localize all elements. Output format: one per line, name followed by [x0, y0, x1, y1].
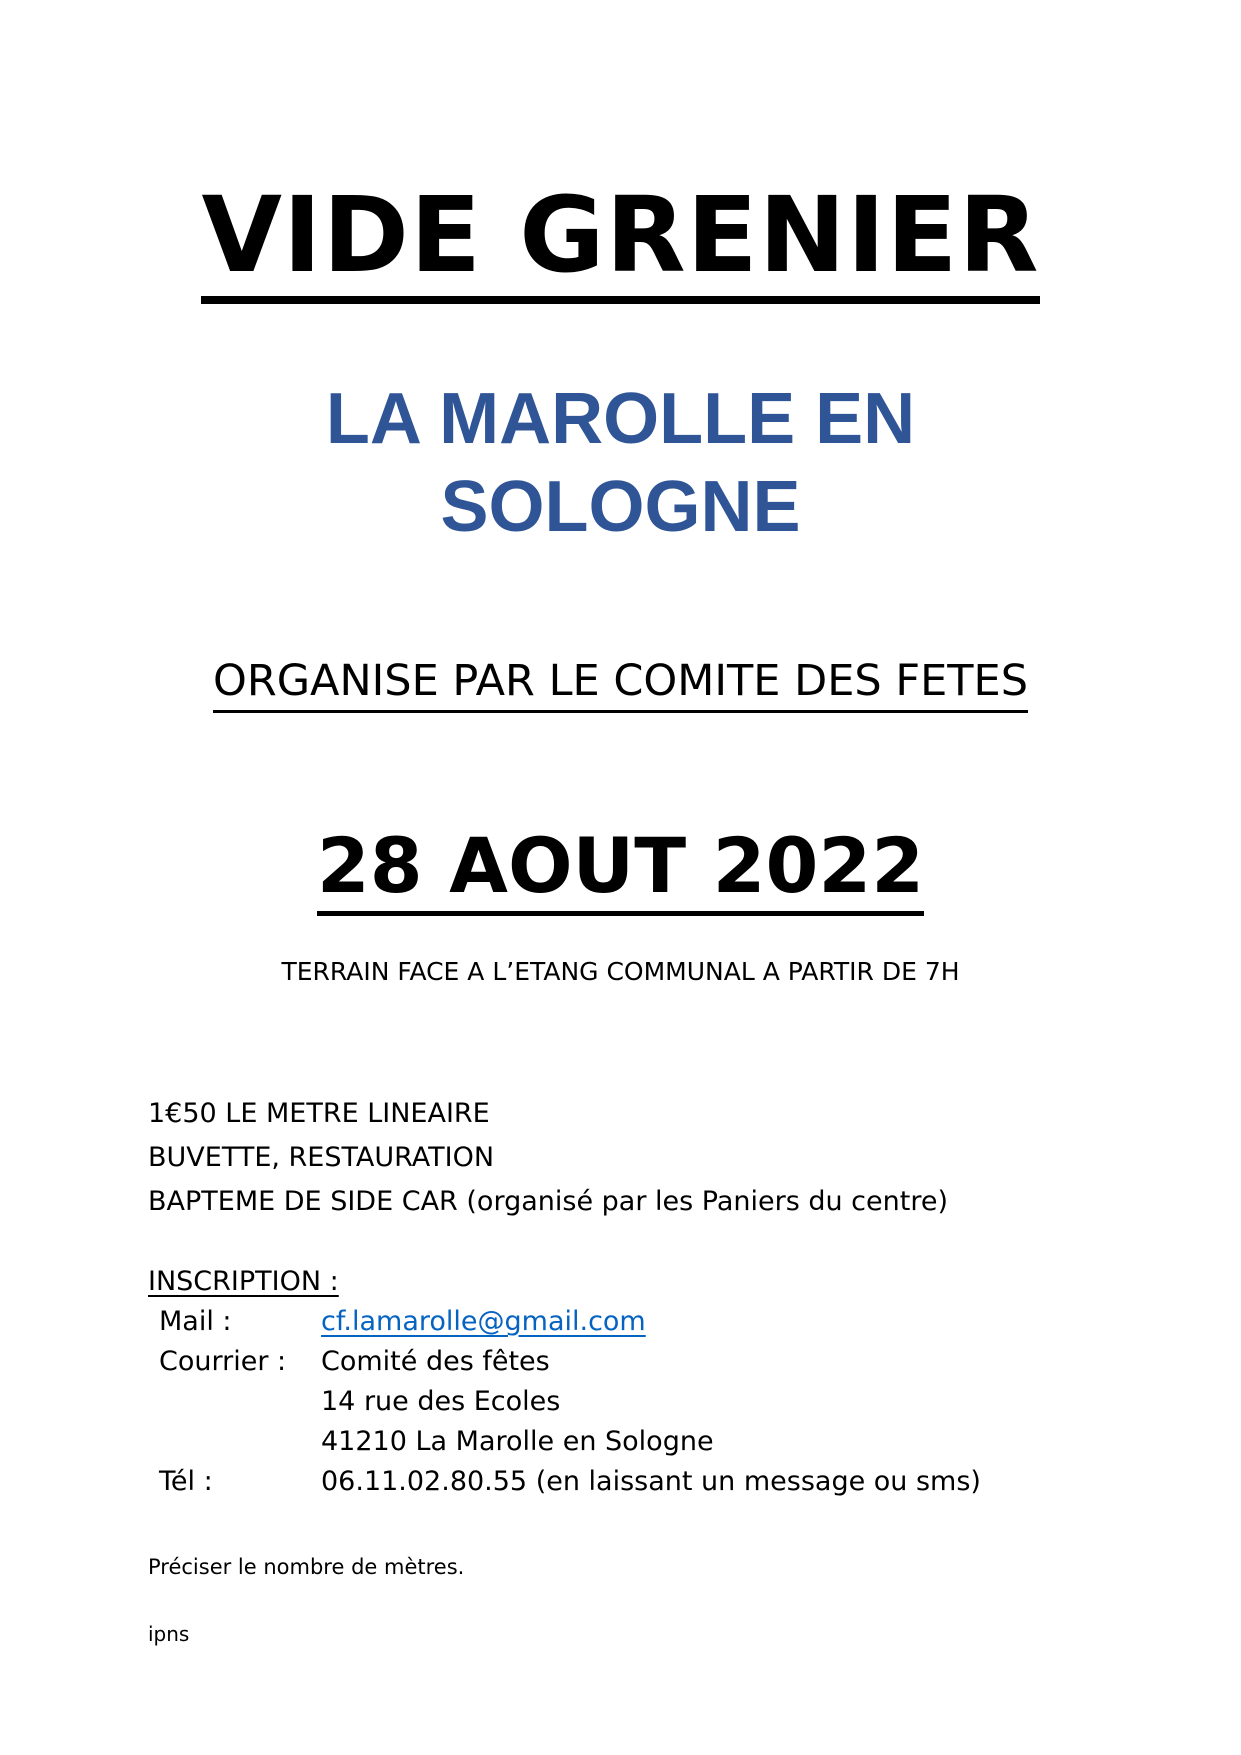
event-date-text: 28 AOUT 2022 — [317, 822, 924, 916]
email-link[interactable]: cf.lamarolle@gmail.com — [321, 1306, 646, 1337]
info-item-buvette: BUVETTE, RESTAURATION — [148, 1142, 495, 1173]
town-name — [0, 375, 1241, 551]
contact-row-courrier — [148, 1342, 981, 1462]
info-item-side-car: BAPTEME DE SIDE CAR (organisé par les Paniers du centre) — [148, 1186, 948, 1217]
flyer-title-text: VIDE GRENIER — [201, 178, 1039, 304]
courrier-address — [321, 1342, 714, 1462]
organizer-line — [0, 656, 1241, 713]
mail-value — [321, 1302, 646, 1342]
town-name-line2: SOLOGNE — [440, 467, 801, 547]
town-name-line1: LA MAROLLE EN — [325, 379, 916, 459]
info-list — [148, 1092, 948, 1224]
event-location: TERRAIN FACE A L’ETANG COMMUNAL A PARTIR DE 7H — [281, 957, 960, 986]
note-text: Préciser le nombre de mètres. — [148, 1555, 465, 1579]
contact-row-mail — [148, 1302, 981, 1342]
flyer-title — [0, 174, 1241, 304]
info-item-price: 1€50 LE METRE LINEAIRE — [148, 1098, 490, 1129]
contact-row-tel — [148, 1462, 981, 1502]
address-line: 14 rue des Ecoles — [321, 1386, 561, 1417]
address-line: Comité des fêtes — [321, 1346, 550, 1377]
organizer-text: ORGANISE PAR LE COMITE DES FETES — [213, 656, 1028, 713]
inscription-section — [148, 1262, 981, 1502]
courrier-label: Courrier : — [159, 1346, 287, 1377]
tel-value: 06.11.02.80.55 (en laissant un message ou sms) — [321, 1466, 981, 1497]
address-line: 41210 La Marolle en Sologne — [321, 1426, 714, 1457]
inscription-heading: INSCRIPTION : — [148, 1266, 339, 1297]
mail-label: Mail : — [159, 1306, 232, 1337]
tel-label: Tél : — [159, 1466, 213, 1497]
event-date — [0, 822, 1241, 916]
footer-ipns: ipns — [148, 1622, 190, 1646]
